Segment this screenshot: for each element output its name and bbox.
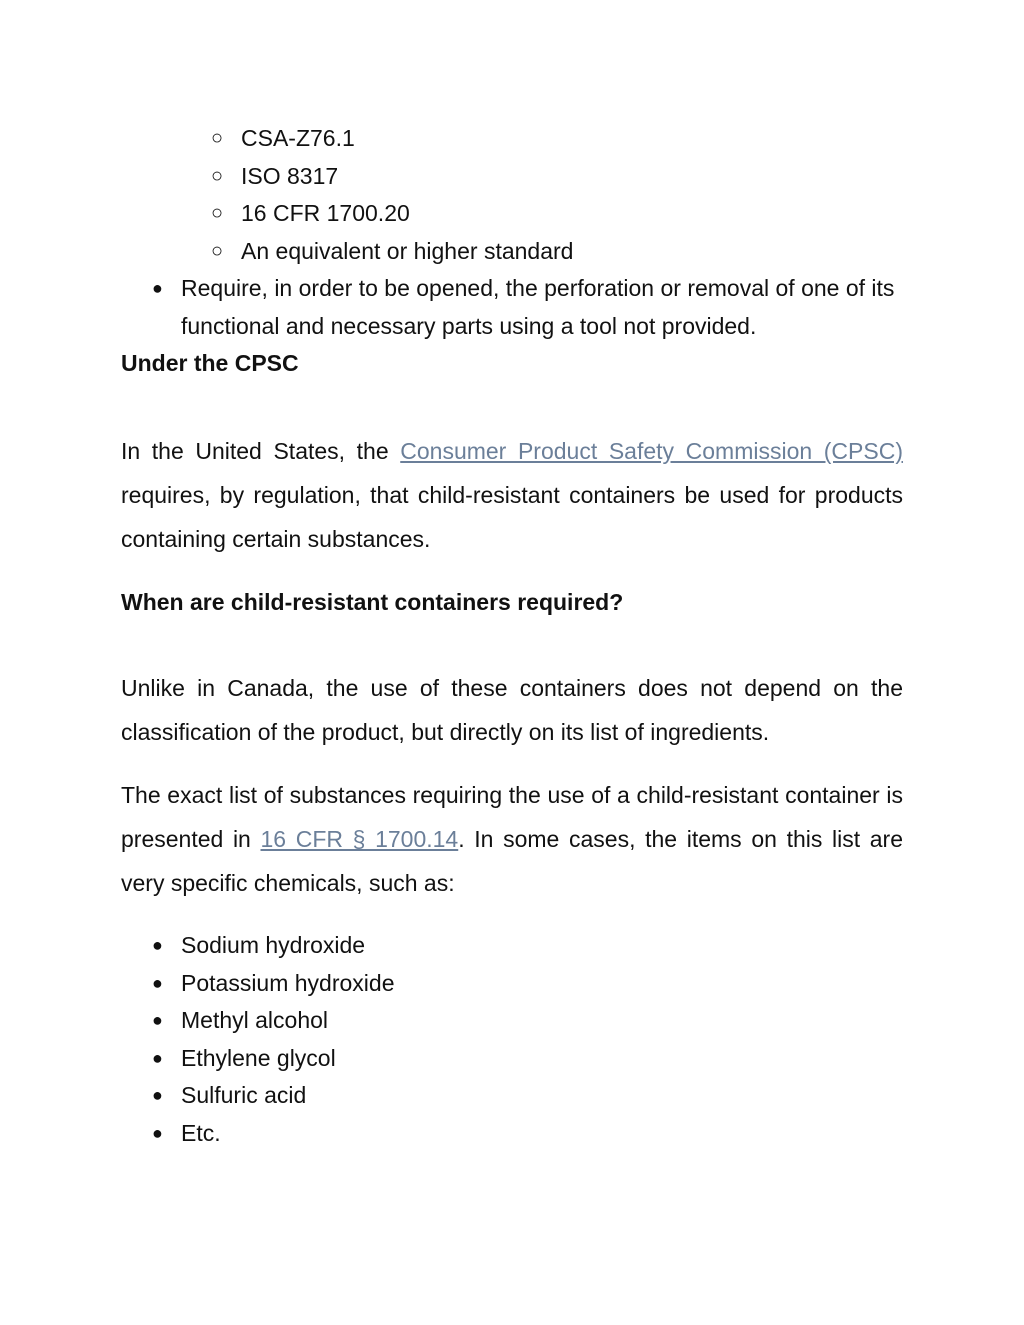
list-item: ● Sodium hydroxide <box>152 927 852 965</box>
hollow-circle-bullet-icon: ○ <box>211 164 224 187</box>
filled-circle-bullet-icon: ● <box>152 278 163 298</box>
cpsc-link[interactable]: Consumer Product Safety Commission (CPSC) <box>400 438 903 464</box>
ingredients-list <box>152 927 852 1152</box>
list-item: ○ CSA-Z76.1 <box>211 120 911 158</box>
list-item: ● Potassium hydroxide <box>152 965 852 1003</box>
paragraph-unlike-canada: Unlike in Canada, the use of these containers does not depend on the classification of the product, but directly on its list of ingredients. <box>121 675 903 745</box>
list-item: ● Methyl alcohol <box>152 1002 852 1040</box>
list-item: ○ 16 CFR 1700.20 <box>211 195 911 233</box>
heading-under-cpsc: Under the CPSC <box>121 350 299 376</box>
filled-circle-bullet-icon: ● <box>152 1085 163 1105</box>
filled-circle-bullet-icon: ● <box>152 972 163 993</box>
list-item: ● Etc. <box>152 1115 852 1153</box>
paragraph-cpsc: In the United States, the Consumer Product Safety Commission (CPSC) requires, by regulation, that child-resistant containers be used for products containing certain substances. <box>121 438 903 552</box>
require-text: Require, in order to be opened, the perforation or removal of one of its functional and necessary parts using a tool not provided. <box>181 275 895 339</box>
standards-sub-list <box>211 120 911 270</box>
list-item: ○ ISO 8317 <box>211 158 911 196</box>
filled-circle-bullet-icon: ● <box>152 1047 163 1068</box>
cfr-1700-14-link[interactable]: 16 CFR § 1700.14 <box>260 826 459 852</box>
paragraph-exact-list: The exact list of substances requiring the use of a child-resistant container is presented in 16 CFR § 1700.14. In some cases, the items on this list are very specific chemicals, such as: <box>121 782 904 896</box>
filled-circle-bullet-icon: ● <box>152 935 163 955</box>
hollow-circle-bullet-icon: ○ <box>211 202 224 224</box>
filled-circle-bullet-icon: ● <box>152 1010 163 1030</box>
list-item: ● Sulfuric acid <box>152 1077 852 1115</box>
hollow-circle-bullet-icon: ○ <box>211 239 224 262</box>
filled-circle-bullet-icon: ● <box>152 1122 163 1143</box>
heading-when-required: When are child-resistant containers required? <box>121 589 624 615</box>
hollow-circle-bullet-icon: ○ <box>211 127 224 149</box>
list-item: ○ An equivalent or higher standard <box>211 233 911 271</box>
require-list-item <box>152 270 912 345</box>
list-item: ● Ethylene glycol <box>152 1040 852 1078</box>
